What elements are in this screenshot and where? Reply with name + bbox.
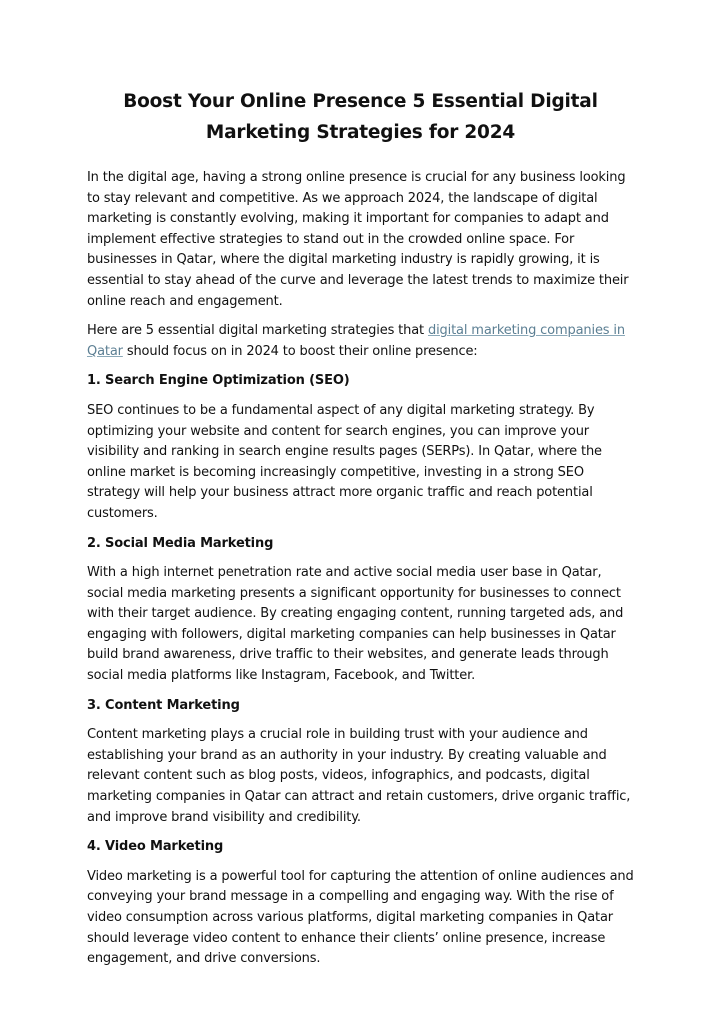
section-heading-content-marketing: 3. Content Marketing — [87, 697, 240, 713]
page-title: Boost Your Online Presence 5 Essential Digital Marketing Strategies for 2024 — [123, 91, 598, 143]
digital-marketing-companies-link[interactable]: digital marketing companies in Qatar — [87, 323, 625, 359]
intro-paragraph: In the digital age, having a strong online presence is crucial for any business looking to stay relevant and competitive. As we approach 2024, the landscape of digital marketing is constantly evolving, making it important for companies to adapt and implement effective strategies to stand out in the crowded online space. For businesses in Qatar, where the digital marketing industry is rapidly growing, it is essential to stay ahead of the curve and leverage the latest trends to maximize their online reach and engagement. — [87, 170, 629, 309]
section-heading-seo: 1. Search Engine Optimization (SEO) — [87, 373, 350, 389]
section-body-social-media: With a high internet penetration rate and active social media user base in Qatar, social media marketing presents a significant opportunity for businesses to connect with their target audience. By creating engaging content, running targeted ads, and engaging with followers, digital marketing companies can help businesses in Qatar build brand awareness, drive traffic to their websites, and generate leads through social media platforms like Instagram, Facebook, and Twitter. — [87, 565, 624, 684]
section-heading-video-marketing: 4. Video Marketing — [87, 839, 224, 855]
section-body-content-marketing: Content marketing plays a crucial role in building trust with your audience and establishing your brand as an authority in your industry. By creating valuable and relevant content such as blog posts, videos, infographics, and podcasts, digital marketing companies in Qatar can attract and retain customers, drive organic traffic, and improve brand visibility and credibility. — [87, 727, 631, 825]
section-body-video-marketing: Video marketing is a powerful tool for capturing the attention of online audiences and conveying your brand message in a compelling and engaging way. With the rise of video consumption across various platforms, digital marketing companies in Qatar should leverage video content to enhance their clients’ online presence, increase engagement, and drive conversions. — [87, 868, 634, 967]
section-heading-social-media: 2. Social Media Marketing — [87, 535, 274, 551]
section-body-seo: SEO continues to be a fundamental aspect of any digital marketing strategy. By optimizing your website and content for search engines, you can improve your visibility and ranking in search engine results pages (SERPs). In Qatar, where the online market is becoming increasingly competitive, investing in a strong SEO strategy will help your business attract more organic traffic and reach potential customers. — [87, 402, 602, 521]
lead-text-after: should focus on in 2024 to boost their online presence: — [122, 343, 478, 359]
lead-text-before: Here are 5 essential digital marketing strategies that — [87, 323, 428, 339]
lead-paragraph — [87, 321, 634, 362]
